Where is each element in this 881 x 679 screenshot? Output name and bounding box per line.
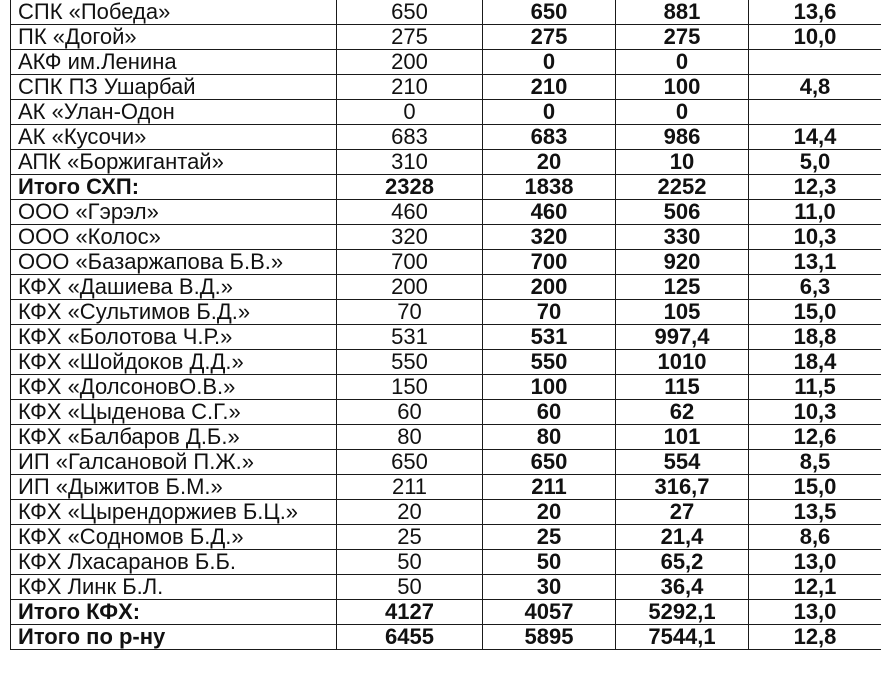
cell-col-2: 650 (483, 450, 616, 475)
cell-name: АПК «Боржигантай» (11, 150, 337, 175)
cell-name: СПК ПЗ Ушарбай (11, 75, 337, 100)
cell-col-2: 210 (483, 75, 616, 100)
cell-col-2: 4057 (483, 600, 616, 625)
cell-col-4 (749, 50, 881, 75)
cell-col-1: 60 (337, 400, 483, 425)
cell-col-3: 36,4 (616, 575, 749, 600)
cell-col-1: 4127 (337, 600, 483, 625)
cell-name: ООО «Колос» (11, 225, 337, 250)
cell-col-1: 683 (337, 125, 483, 150)
cell-col-3: 554 (616, 450, 749, 475)
cell-col-4: 11,0 (749, 200, 881, 225)
cell-col-3: 10 (616, 150, 749, 175)
cell-col-3: 100 (616, 75, 749, 100)
cell-col-1: 650 (337, 450, 483, 475)
cell-col-3: 1010 (616, 350, 749, 375)
cell-col-2: 211 (483, 475, 616, 500)
cell-name: Итого СХП: (11, 175, 337, 200)
table-row (11, 0, 881, 25)
cell-col-3: 125 (616, 275, 749, 300)
cell-col-2: 683 (483, 125, 616, 150)
cell-col-4: 15,0 (749, 300, 881, 325)
cell-col-4: 4,8 (749, 75, 881, 100)
table-row (11, 200, 881, 225)
cell-col-4: 13,0 (749, 550, 881, 575)
cell-col-1: 310 (337, 150, 483, 175)
cell-name: КФХ «Содномов Б.Д.» (11, 525, 337, 550)
cell-name: АК «Улан-Одон (11, 100, 337, 125)
cell-col-4: 13,6 (749, 0, 881, 25)
cell-col-1: 2328 (337, 175, 483, 200)
cell-col-3: 997,4 (616, 325, 749, 350)
cell-col-3: 27 (616, 500, 749, 525)
cell-col-4: 12,3 (749, 175, 881, 200)
table-row (11, 50, 881, 75)
cell-col-4: 10,3 (749, 225, 881, 250)
cell-col-3: 330 (616, 225, 749, 250)
cell-col-1: 531 (337, 325, 483, 350)
cell-col-2: 0 (483, 50, 616, 75)
cell-col-2: 0 (483, 100, 616, 125)
cell-name: КФХ «Цырендоржиев Б.Ц.» (11, 500, 337, 525)
cell-col-3: 105 (616, 300, 749, 325)
cell-col-1: 200 (337, 50, 483, 75)
yield-table (10, 0, 881, 650)
cell-col-1: 20 (337, 500, 483, 525)
cell-col-3: 65,2 (616, 550, 749, 575)
table-row (11, 525, 881, 550)
table-row (11, 75, 881, 100)
table-body (11, 0, 881, 650)
cell-col-2: 1838 (483, 175, 616, 200)
table-row (11, 100, 881, 125)
cell-name: ООО «Гэрэл» (11, 200, 337, 225)
cell-col-1: 25 (337, 525, 483, 550)
cell-col-4: 13,1 (749, 250, 881, 275)
cell-name: КФХ «Сультимов Б.Д.» (11, 300, 337, 325)
table-row (11, 425, 881, 450)
cell-col-2: 50 (483, 550, 616, 575)
table-row (11, 550, 881, 575)
table-row (11, 300, 881, 325)
cell-col-2: 5895 (483, 625, 616, 650)
cell-col-4: 8,5 (749, 450, 881, 475)
cell-col-2: 200 (483, 275, 616, 300)
cell-name: Итого КФХ: (11, 600, 337, 625)
cell-col-1: 320 (337, 225, 483, 250)
cell-col-4: 12,1 (749, 575, 881, 600)
cell-col-1: 200 (337, 275, 483, 300)
cell-col-1: 0 (337, 100, 483, 125)
table-row (11, 475, 881, 500)
table-container (10, 0, 881, 650)
cell-col-3: 0 (616, 100, 749, 125)
cell-col-2: 550 (483, 350, 616, 375)
cell-col-3: 101 (616, 425, 749, 450)
table-row (11, 275, 881, 300)
cell-col-4: 14,4 (749, 125, 881, 150)
table-row (11, 150, 881, 175)
cell-col-2: 275 (483, 25, 616, 50)
cell-name: ООО «Базаржапова Б.В.» (11, 250, 337, 275)
cell-col-1: 80 (337, 425, 483, 450)
total-row (11, 175, 881, 200)
cell-col-3: 881 (616, 0, 749, 25)
cell-name: АК «Кусочи» (11, 125, 337, 150)
cell-col-3: 986 (616, 125, 749, 150)
cell-col-4: 18,8 (749, 325, 881, 350)
table-row (11, 350, 881, 375)
cell-col-1: 700 (337, 250, 483, 275)
cell-col-1: 211 (337, 475, 483, 500)
cell-col-4: 15,0 (749, 475, 881, 500)
table-row (11, 400, 881, 425)
cell-col-3: 115 (616, 375, 749, 400)
cell-name: АКФ им.Ленина (11, 50, 337, 75)
cell-name: Итого по р-ну (11, 625, 337, 650)
cell-col-4: 13,0 (749, 600, 881, 625)
table-row (11, 575, 881, 600)
cell-col-3: 920 (616, 250, 749, 275)
table-row (11, 25, 881, 50)
cell-col-1: 460 (337, 200, 483, 225)
cell-name: ПК «Догой» (11, 25, 337, 50)
cell-col-4: 12,6 (749, 425, 881, 450)
cell-col-3: 21,4 (616, 525, 749, 550)
cell-col-2: 20 (483, 500, 616, 525)
cell-name: ИП «Галсановой П.Ж.» (11, 450, 337, 475)
cell-col-3: 5292,1 (616, 600, 749, 625)
cell-col-2: 100 (483, 375, 616, 400)
cell-col-2: 80 (483, 425, 616, 450)
cell-col-2: 70 (483, 300, 616, 325)
cell-col-4: 12,8 (749, 625, 881, 650)
table-row (11, 375, 881, 400)
cell-name: КФХ «Дашиева В.Д.» (11, 275, 337, 300)
table-row (11, 250, 881, 275)
cell-col-1: 50 (337, 550, 483, 575)
cell-name: КФХ «Шойдоков Д.Д.» (11, 350, 337, 375)
table-row (11, 450, 881, 475)
cell-col-1: 650 (337, 0, 483, 25)
cell-col-3: 62 (616, 400, 749, 425)
cell-col-2: 531 (483, 325, 616, 350)
cell-col-1: 210 (337, 75, 483, 100)
cell-col-4: 13,5 (749, 500, 881, 525)
cell-name: КФХ «Болотова Ч.Р.» (11, 325, 337, 350)
cell-name: КФХ «Балбаров Д.Б.» (11, 425, 337, 450)
cell-name: КФХ «ДолсоновО.В.» (11, 375, 337, 400)
cell-col-2: 700 (483, 250, 616, 275)
cell-col-4: 10,0 (749, 25, 881, 50)
cell-col-4: 11,5 (749, 375, 881, 400)
cell-col-4 (749, 100, 881, 125)
cell-col-4: 18,4 (749, 350, 881, 375)
cell-name: КФХ Лхасаранов Б.Б. (11, 550, 337, 575)
cell-col-2: 25 (483, 525, 616, 550)
cell-col-2: 460 (483, 200, 616, 225)
cell-name: ИП «Дыжитов Б.М.» (11, 475, 337, 500)
cell-col-1: 550 (337, 350, 483, 375)
table-row (11, 125, 881, 150)
cell-col-1: 6455 (337, 625, 483, 650)
cell-col-2: 20 (483, 150, 616, 175)
cell-col-2: 30 (483, 575, 616, 600)
table-row (11, 325, 881, 350)
cell-name: СПК «Победа» (11, 0, 337, 25)
cell-name: КФХ Линк Б.Л. (11, 575, 337, 600)
cell-col-1: 50 (337, 575, 483, 600)
table-row (11, 500, 881, 525)
cell-col-4: 10,3 (749, 400, 881, 425)
cell-col-4: 8,6 (749, 525, 881, 550)
cell-name: КФХ «Цыденова С.Г.» (11, 400, 337, 425)
cell-col-2: 320 (483, 225, 616, 250)
table-row (11, 225, 881, 250)
cell-col-3: 316,7 (616, 475, 749, 500)
cell-col-4: 5,0 (749, 150, 881, 175)
cell-col-2: 60 (483, 400, 616, 425)
cell-col-1: 150 (337, 375, 483, 400)
cell-col-1: 275 (337, 25, 483, 50)
cell-col-1: 70 (337, 300, 483, 325)
cell-col-3: 275 (616, 25, 749, 50)
cell-col-4: 6,3 (749, 275, 881, 300)
cell-col-3: 7544,1 (616, 625, 749, 650)
cell-col-3: 0 (616, 50, 749, 75)
cell-col-3: 506 (616, 200, 749, 225)
total-row (11, 625, 881, 650)
cell-col-2: 650 (483, 0, 616, 25)
cell-col-3: 2252 (616, 175, 749, 200)
total-row (11, 600, 881, 625)
